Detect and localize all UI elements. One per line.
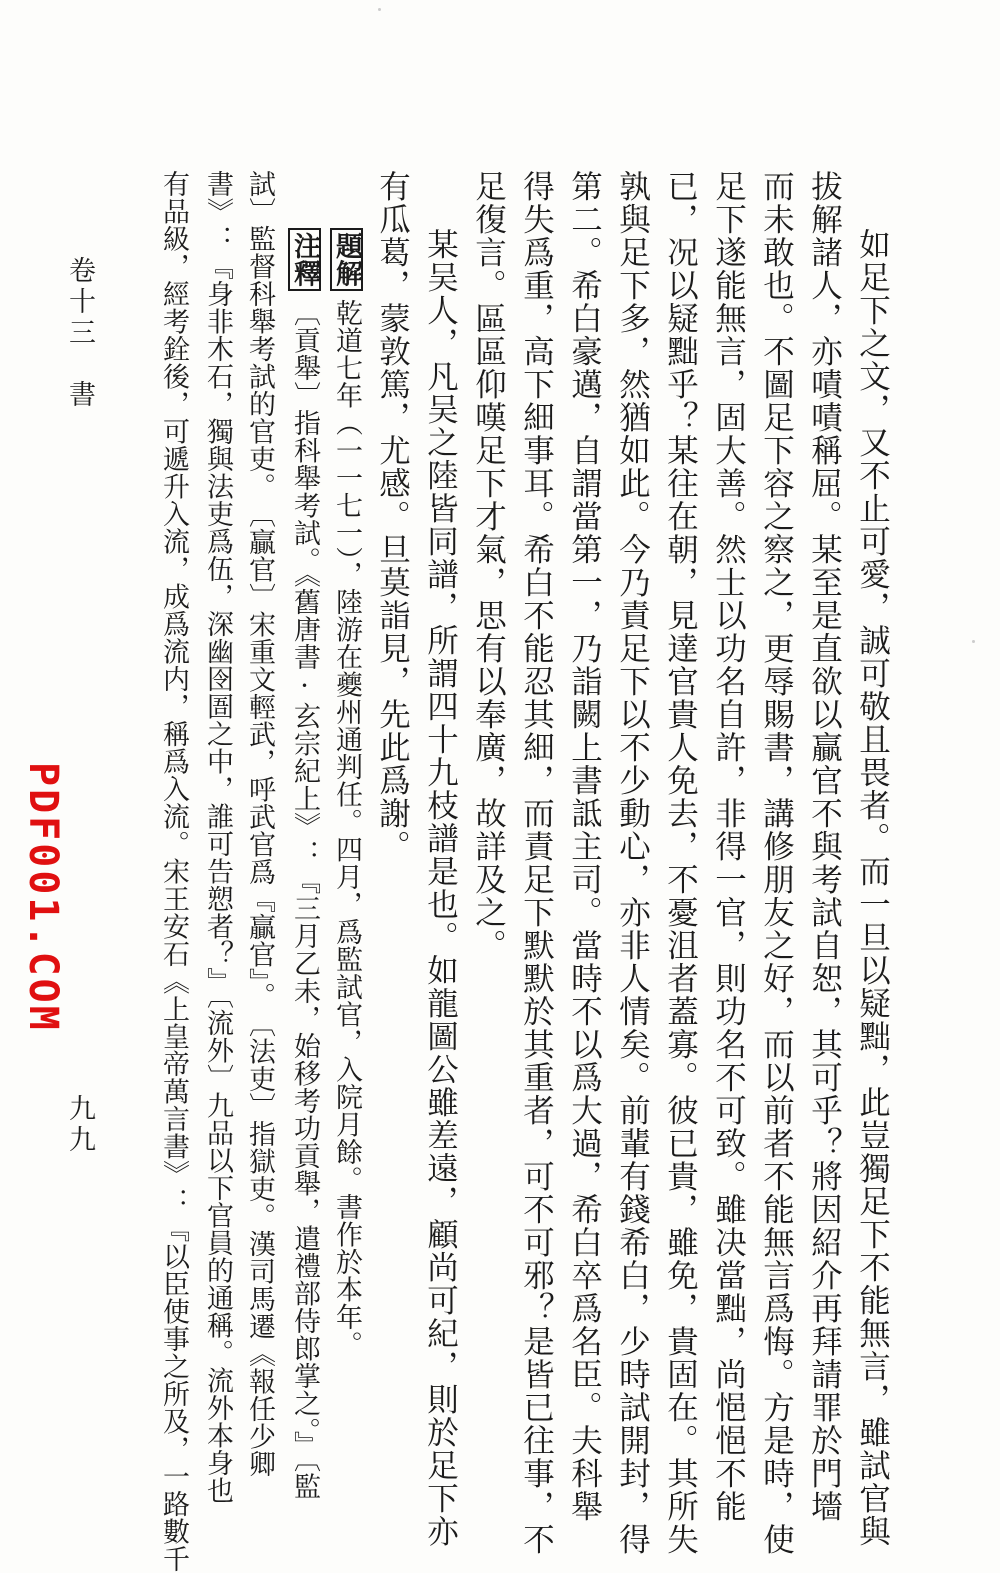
body-line-9: 足復言。區區仰嘆足下才氣，思有以奉廣，故詳及之。 — [470, 170, 507, 962]
scan-speck — [972, 640, 975, 643]
chapter-header: 卷十三 書 — [64, 256, 95, 411]
jieti-column — [330, 228, 363, 1358]
zhushi-line-3: 書》：『身非木石，獨與法吏爲伍，深幽囹圄之中，誰可告愬者？』〔流外〕九品以下官員的通稱。流外本身也 — [202, 170, 233, 1504]
page-number: 九九 — [64, 1094, 95, 1156]
body-line-10: 某吴人，凡吴之陸皆同譜，所謂四十九枝譜是也。如龍圖公雖差遠，顧尚可紀，則於足下亦 — [422, 228, 459, 1548]
body-line-7: 第二。希白豪邁，自謂當第一，乃詣闕上書詆主司。當時不以爲大過，希白卒爲名臣。夫科舉 — [566, 170, 603, 1523]
zhushi-line-2: 試〕監督科舉考試的官吏。 〔贏官〕宋重文輕武，呼武官爲『贏官』。 〔法吏〕指獄吏。漢司馬遷《報任少卿 — [244, 170, 275, 1478]
jieti-label: 題解 — [330, 228, 363, 291]
body-line-3: 而未敢也。不圖足下容之察之，更辱賜書，講修朋友之好，而以前者不能無言爲悔。方是時，使 — [758, 170, 795, 1556]
zhushi-line-4: 有品級，經考銓後，可遞升入流，成爲流内，稱爲入流。宋王安石《上皇帝萬言書》：『以臣使事之所及，一路數千 — [158, 170, 189, 1573]
watermark-text: PDF001.COM — [20, 762, 66, 1033]
body-line-2: 拔解諸人，亦嘖嘖稱屈。某至是直欲以贏官不與考試自恕，其可乎？將因紹介再拜請罪於門墻 — [806, 170, 843, 1523]
body-line-6: 孰與足下多，然猶如此。今乃責足下以不少動心，亦非人情矣。前輩有錢希白，少時試開封，得 — [614, 170, 651, 1556]
body-line-4: 足下遂能無言，固大善。然士以功名自許，非得一官，則功名不可致。雖决當黜，尚悒悒不能 — [710, 170, 747, 1523]
zhushi-label: 注釋 — [288, 228, 321, 291]
zhushi-column — [288, 228, 321, 1500]
jieti-text: 乾道七年（一一七一），陸游在夔州通判任。四月，爲監試官，入院月餘。書作於本年。 — [331, 299, 362, 1358]
body-line-8: 得失爲重，高下細事耳。希白不能忍其細，而責足下默默於其重者，可不可邪？是皆已往事，不 — [518, 170, 555, 1556]
body-line-11: 有瓜葛，蒙敦篤，尤感。旦莫詣見，先此爲謝。 — [374, 170, 411, 863]
scan-speck — [378, 8, 381, 11]
body-line-5: 已，况以疑黜乎？某往在朝，見達官貴人免去，不憂沮者蓋寡。彼已貴，雖免，貴固在。其所失 — [662, 170, 699, 1556]
body-line-1: 如足下之文，又不止可愛，誠可敬且畏者。而一旦以疑黜，此豈獨足下不能無言，雖試官與 — [854, 228, 891, 1548]
zhushi-line-1: 〔貢舉〕指科舉考試。《舊唐書·玄宗紀上》：『三月乙未，始移考功貢舉，遣禮部侍郎掌之。』〔監 — [289, 299, 320, 1500]
